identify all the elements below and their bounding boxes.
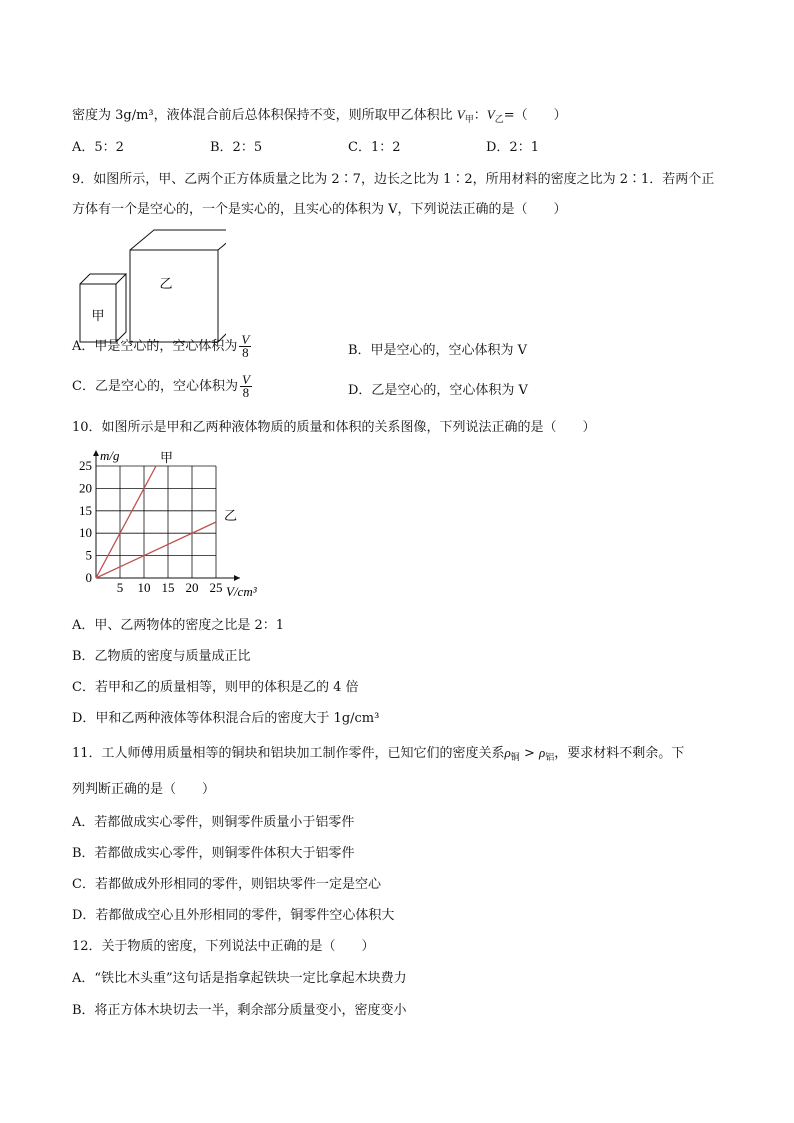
q12-option-b: B．将正方体木块切去一半，剩余部分质量变小，密度变小 <box>72 1003 407 1018</box>
q8-option-d: D．2：1 <box>486 140 539 155</box>
q9-option-c-fraction <box>240 374 252 399</box>
series-label-jia: 甲 <box>160 450 174 465</box>
q11-rho-al: ρ <box>538 745 546 760</box>
q8-option-b: B．2：5 <box>210 140 263 155</box>
q10-stem: 10．如图所示是甲和乙两种液体物质的质量和体积的关系图像，下列说法正确的是（ ） <box>72 420 596 435</box>
q9-option-a <box>72 334 251 359</box>
x-tick-label: 25 <box>209 580 223 595</box>
q11-stem-line1 <box>72 742 684 763</box>
q9-option-c <box>72 374 252 399</box>
q9-option-b: B．甲是空心的，空心体积为 V <box>348 343 528 358</box>
q10-option-b: B．乙物质的密度与质量成正比 <box>72 649 251 664</box>
q8-ratio-v1: V <box>456 107 465 122</box>
q9-option-c-denominator: 8 <box>242 385 250 400</box>
y-axis-arrow <box>93 450 99 456</box>
q9-option-a-fraction <box>239 334 251 359</box>
q11-sub-al: 铝 <box>545 753 555 763</box>
series-line-jia <box>96 466 156 578</box>
q8-option-c: C．1：2 <box>348 140 401 155</box>
q11-option-d: D．若都做成空心且外形相同的零件，铜零件空心体积大 <box>72 908 395 923</box>
y-tick-label: 15 <box>79 502 92 518</box>
x-axis-label: V/cm³ <box>226 584 257 599</box>
q8-ratio-colon: ： <box>473 108 487 123</box>
x-tick-label: 5 <box>116 580 124 595</box>
x-axis-arrow <box>234 575 240 581</box>
q10-option-a: A．甲、乙两物体的密度之比是 2：1 <box>72 618 285 633</box>
q9-option-d: D．乙是空心的，空心体积为 V <box>348 383 528 398</box>
q8-stem-text: 密度为 3g/m³，液体混合前后总体积保持不变，则所取甲乙体积比 <box>72 108 453 123</box>
q11-gt: > <box>519 746 539 761</box>
q11-sub-cu: 铜 <box>510 753 520 763</box>
x-tick-label: 20 <box>185 580 199 595</box>
x-tick-label: 10 <box>137 580 151 595</box>
y-tick-label: 5 <box>85 547 92 563</box>
q11-option-a: A．若都做成实心零件，则铜零件质量小于铝零件 <box>72 815 355 830</box>
q12-stem: 12．关于物质的密度，下列说法中正确的是（ ） <box>72 939 375 954</box>
q10-option-c: C．若甲和乙的质量相等，则甲的体积是乙的 4 倍 <box>72 680 359 695</box>
q11-stem-text-b: ，要求材料不剩余。下 <box>554 746 685 761</box>
q10-option-d: D．甲和乙两种液体等体积混合后的密度大于 1g/cm³ <box>72 711 380 726</box>
q8-ratio-tail: =（ ） <box>503 108 567 123</box>
q8-ratio-sub1: 甲 <box>464 115 474 125</box>
q8-stem <box>72 104 567 125</box>
mass-volume-chart <box>70 446 290 602</box>
y-tick-label: 20 <box>79 480 92 496</box>
y-tick-label: 25 <box>79 458 92 473</box>
q9-option-c-text: C．乙是空心的，空心体积为 <box>72 379 238 394</box>
q9-option-a-denominator: 8 <box>242 345 249 360</box>
q11-option-b: B．若都做成实心零件，则铜零件体积大于铝零件 <box>72 846 355 861</box>
origin-label: 0 <box>85 570 92 585</box>
q11-stem-text-a: 11．工人师傅用质量相等的铜块和铝块加工制作零件，已知它们的密度关系 <box>72 746 505 761</box>
q11-stem-line2: 列判断正确的是（ ） <box>72 782 216 797</box>
y-tick-label: 10 <box>79 525 92 541</box>
q9-stem-line2: 方体有一个是空心的，一个是实心的，且实心的体积为 V，下列说法正确的是（ ） <box>72 202 567 217</box>
q12-option-a: A．“铁比木头重”这句话是指拿起铁块一定比拿起木块费力 <box>72 971 407 986</box>
series-line-yi <box>96 522 216 578</box>
q8-ratio-sub2: 乙 <box>494 115 504 125</box>
q11-rho-cu: ρ <box>504 745 511 760</box>
small-cube-label: 甲 <box>91 308 105 323</box>
q9-stem-line1: 9．如图所示，甲、乙两个正方体质量之比为 2∶7，边长之比为 1∶2，所用材料的密度之比为 2∶1．若两个正 <box>72 172 715 187</box>
q9-cubes-figure <box>76 226 226 348</box>
y-axis-label: m/g <box>100 448 120 463</box>
big-cube-label: 乙 <box>159 276 173 291</box>
q8-ratio-v2: V <box>486 107 495 122</box>
q9-option-a-text: A．甲是空心的，空心体积为 <box>72 339 238 354</box>
q8-option-a: A．5：2 <box>72 140 124 155</box>
series-label-yi: 乙 <box>224 508 238 523</box>
q11-option-c: C．若都做成外形相同的零件，则铝块零件一定是空心 <box>72 877 381 892</box>
x-tick-label: 15 <box>161 580 175 595</box>
q9-option-c-numerator: V <box>241 372 250 387</box>
q9-option-a-numerator: V <box>241 332 250 347</box>
big-cube-yi <box>130 230 226 342</box>
